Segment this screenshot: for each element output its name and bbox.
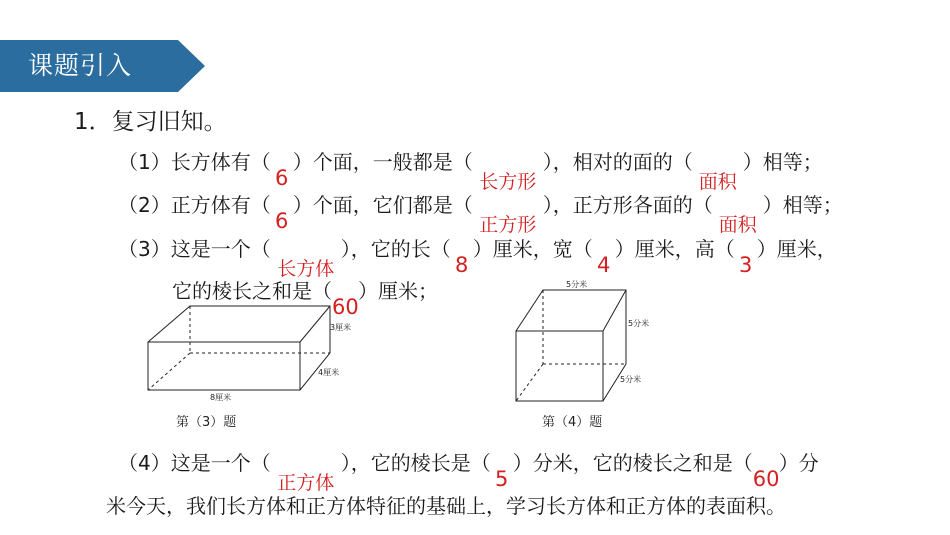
cuboid-figure bbox=[138, 298, 358, 403]
answer-q4-shape: 正方体 bbox=[277, 472, 335, 494]
answer-q2-shape: 正方形 bbox=[479, 214, 537, 236]
answer-q4-edge: 5 bbox=[495, 467, 509, 491]
section-heading: 1．复习旧知。 bbox=[74, 109, 227, 135]
question-2: （2）正方体有（ 6 ）个面，它们都是（ 正方形 ），正方形各面的（ 面积 ）相等； bbox=[118, 193, 843, 236]
answer-q1-area: 面积 bbox=[698, 171, 737, 193]
question-3: （3）这是一个（ 长方体 ），它的长（ 8 ）厘米，宽（ 4 ）厘米，高（ 3 ）厘米， bbox=[118, 237, 837, 280]
answer-q2-area: 面积 bbox=[718, 214, 757, 236]
closing-text: 米今天，我们长方体和正方体特征的基础上，学习长方体和正方体的表面积。 bbox=[106, 494, 786, 518]
cube-caption: 第（4）题 bbox=[542, 415, 603, 430]
cuboid-caption: 第（3）题 bbox=[176, 415, 237, 430]
answer-q3-edge-sum: 60 bbox=[332, 295, 359, 319]
section-banner bbox=[0, 40, 205, 92]
cuboid-length-label: 8厘米 bbox=[210, 393, 232, 402]
answer-q4-edge-sum: 60 bbox=[752, 467, 780, 491]
answer-q3-shape: 长方体 bbox=[277, 258, 335, 280]
question-4: （4）这是一个（ 正方体 ），它的棱长是（ 5 ）分米，它的棱长之和是（ 60 ）分 bbox=[118, 451, 819, 494]
answer-q2-faces: 6 bbox=[275, 209, 289, 233]
cuboid-height-label: 3厘米 bbox=[330, 323, 352, 332]
cube-front-label: 5分米 bbox=[620, 375, 642, 384]
answer-q1-faces: 6 bbox=[275, 166, 289, 190]
cuboid-width-label: 4厘米 bbox=[318, 368, 340, 377]
question-3-line-2: 它的棱长之和是（ 60 ）厘米； bbox=[172, 279, 438, 319]
answer-q3-height: 3 bbox=[739, 253, 753, 277]
answer-q1-shape: 长方形 bbox=[479, 171, 537, 193]
question-1: （1）长方体有（ 6 ）个面，一般都是（ 长方形 ），相对的面的（ 面积 ）相等； bbox=[118, 150, 823, 193]
cube-side-label: 5分米 bbox=[628, 319, 650, 328]
answer-q3-length: 8 bbox=[455, 253, 469, 277]
banner-title: 课题引入 bbox=[28, 51, 133, 80]
cube-figure bbox=[508, 276, 668, 406]
cube-top-label: 5分米 bbox=[566, 280, 588, 289]
answer-q3-width: 4 bbox=[597, 253, 611, 277]
